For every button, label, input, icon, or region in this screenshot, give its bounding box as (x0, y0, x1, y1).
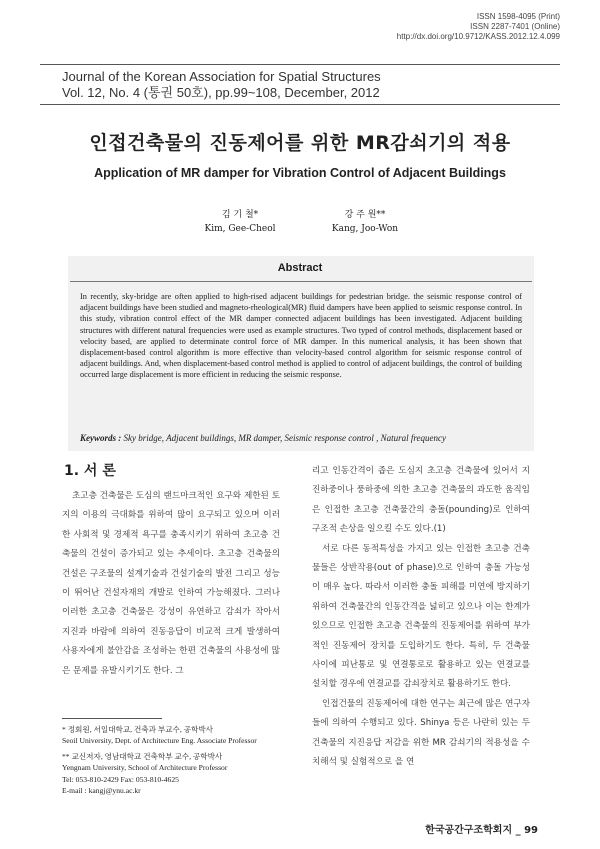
paper-title-korean: 인접건축물의 진동제어를 위한 MR감쇠기의 적용 (89, 132, 511, 154)
footnote-2-en: Yengnam University, School of Architecture Professor (62, 763, 228, 773)
author-2-name-ko: 강 주 원** (344, 210, 386, 220)
footnote-rule (62, 718, 162, 719)
body-column-right (312, 462, 530, 773)
issn-online: ISSN 2287-7401 (Online) (470, 22, 560, 31)
keywords-list: Sky bridge, Adjacent buildings, MR damper, Seismic response control , Natural frequency (123, 433, 447, 443)
body-paragraph: 서로 다른 동적특성을 가지고 있는 인접한 초고층 건축물들은 상반작용(out of phase)으로 인하여 충돌 가능성이 매우 높다. 따라서 이러한 충돌 피해를 미연에 방지하기 위하여 건축물간의 인동간격을 넓히고 있으나 이는 한계가 있으므로 인접한 초고층 건축물의 진동제어를 위하여 부가적인 진동제어 장치를 도입하기도 한다. 특히, 두 건축물 사이에 피난통로 및 연결통로로 활용하고 있는 연결교를 설치할 경우에 연결교를 감쇠장치로 활용하기도 한다. (312, 543, 530, 690)
footnote-2-ko: ** 교신저자, 영남대학교 건축학부 교수, 공학박사 (62, 751, 223, 761)
doi-link[interactable]: http://dx.doi.org/10.9712/KASS.2012.12.4.099 (396, 32, 560, 41)
header-rule-top (40, 64, 560, 65)
abstract-heading: Abstract (277, 262, 323, 274)
author-2 (295, 208, 435, 236)
header-rule-bottom (40, 104, 560, 105)
issn-block (397, 12, 560, 42)
paper-title-english: Application of MR damper for Vibration Control of Adjacent Buildings (94, 166, 506, 180)
issn-print: ISSN 1598-4095 (Print) (476, 12, 560, 21)
author-1 (170, 208, 310, 236)
journal-issue: Vol. 12, No. 4 (통권 50호), pp.99~108, December, 2012 (62, 85, 380, 100)
footnote-1-en: Seoil University, Dept. of Architecture Eng. Associate Professor (62, 736, 257, 746)
keywords (80, 433, 520, 443)
abstract-rule (70, 281, 532, 282)
body-paragraph: 인접건물의 진동제어에 대한 연구는 최근에 많은 연구자들에 의하여 수행되고 있다. Shinya 등은 나란히 있는 두 건축물의 지진응답 저감을 위한 MR 감쇠기의 적용성을 수치해석 및 실험적으로 을 연 (312, 698, 530, 768)
footnote-2-email[interactable]: E-mail : kangj@ynu.ac.kr (62, 786, 141, 796)
author-1-name-ko: 김 기 철* (221, 210, 259, 220)
body-paragraph: 리고 인동간격이 좁은 도심지 초고층 건축물에 있어서 지진하중이나 풍하중에 의한 초고층 건축물의 과도한 움직임은 인접한 초고층 건축물간의 충돌(pounding)로 인하여 구조적 손상을 일으킬 수도 있다.(1) (312, 466, 530, 535)
body-paragraph: 초고층 건축물은 도심의 랜드마크적인 요구와 제한된 토지의 이용의 극대화를 위하여 많이 요구되고 있으며 이러한 사회적 및 경제적 욕구를 충족시키기 위하여 초고층 건축물의 건설이 증가되고 있는 추세이다. 초고층 건축물의 건설은 구조물의 설계기술과 건설기술의 발전 그리고 성능이 뛰어난 건설자재의 개발로 인하여 가능해졌다. 그러나 이러한 초고층 건축물은 강성이 유연하고 감쇠가 작아서 지진과 바람에 의하여 진동응답이 비교적 크게 발생하여 사용자에게 불안감을 조성하는 한편 건축물의 사용성에 많은 문제를 유발시키기도 한다. 그 (62, 491, 280, 676)
journal-info (62, 69, 542, 101)
abstract-text: In recently, sky-bridge are often applied to high-rised adjacent buildings for pedestrian bridge. the seismic response control of adjacent buildings have been studied and magneto-rheological(MR) fluid dampers have been applied to seismic response control. In this study, vibration control effect of the MR damper connected adjacent buildings has been investigated. Adjacent building structures with different natural frequencies were used as example structures. Two typed of control methods, displacement based or velocity based, are applied to determinate control force of MR damper. In this numerical analysis, it has been shown that displacement-based control algorithm is more effective than velocity-based control algorithm for seismic response control of adjacent buildings. And, when displacement-based control method is applied to control of adjacent buildings, the control of building occurred large displacement is more efficient in reducing the seismic response. (80, 292, 522, 380)
body-column-left (62, 487, 280, 681)
author-1-name-en: Kim, Gee-Cheol (204, 224, 276, 234)
section-heading: 1. 서 론 (64, 463, 116, 479)
footnote-2-tel: Tel: 053-810-2429 Fax: 053-810-4625 (62, 774, 179, 784)
footnotes (62, 724, 284, 796)
page-footer: 한국공간구조학회지 _ 99 (425, 825, 538, 836)
journal-name: Journal of the Korean Association for Spatial Structures (62, 69, 381, 84)
keywords-label: Keywords : (80, 433, 122, 443)
author-2-name-en: Kang, Joo-Won (331, 224, 399, 234)
footnote-1-ko: * 정회원, 서일대학교, 건축과 부교수, 공학박사 (62, 725, 214, 734)
